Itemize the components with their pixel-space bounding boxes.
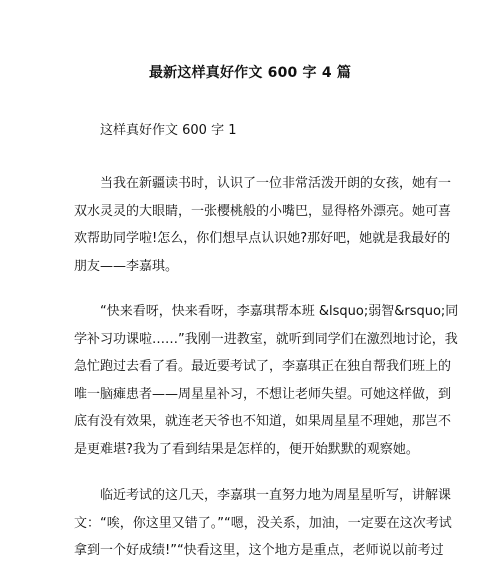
paragraph-line: 文：“唉，你这里又错了。”“嗯，没关系，加油，一定要在这次考试 [74, 515, 452, 531]
paragraph-line: 急忙跑过去看了看。最近要考试了，李嘉琪正在独自帮我们班上的 [74, 359, 452, 374]
paragraph-line: 双水灵灵的大眼睛，一张樱桃般的小嘴巴，显得格外漂亮。她可喜 [74, 203, 452, 219]
paragraph-line: 临近考试的这几天，李嘉琪一直努力地为周星星听写，讲解课 [100, 488, 452, 503]
paragraph-1 [74, 170, 452, 280]
paragraph-line: “快来看呀，快来看呀，李嘉琪帮本班 &lsquo;弱智&rsquo;同 [100, 304, 459, 319]
paragraph-line: 当我在新疆读书时，认识了一位非常活泼开朗的女孩，她有一 [100, 176, 452, 191]
paragraph-line: 唯一脑瘫患者——周星星补习，不想让老师失望。可她这样做，到 [74, 386, 452, 402]
paragraph-line: 学补习功课啦……”我刚一进教室，就听到同学们在激烈地讨论，我 [74, 331, 458, 347]
document-title: 最新这样真好作文 600 字 4 篇 [148, 65, 352, 81]
paragraph-line: 底有没有效果，就连老天爷也不知道，如果周星星不理她，那岂不 [74, 414, 452, 429]
essay-subtitle: 这样真好作文 600 字 1 [100, 123, 237, 138]
paragraph-line: 欢帮助同学啦!怎么，你们想早点认识她?那好吧，她就是我最好的 [74, 231, 451, 246]
paragraph-2 [74, 298, 459, 463]
paragraph-line: 是更难堪?我为了看到结果是怎样的，便开始默默的观察她。 [74, 441, 419, 457]
paragraph-line: 朋友——李嘉琪。 [74, 258, 179, 274]
paragraph-line: 拿到一个好成绩!”“快看这里，这个地方是重点，老师说以前考过 [74, 543, 444, 558]
paragraph-3 [74, 482, 452, 565]
